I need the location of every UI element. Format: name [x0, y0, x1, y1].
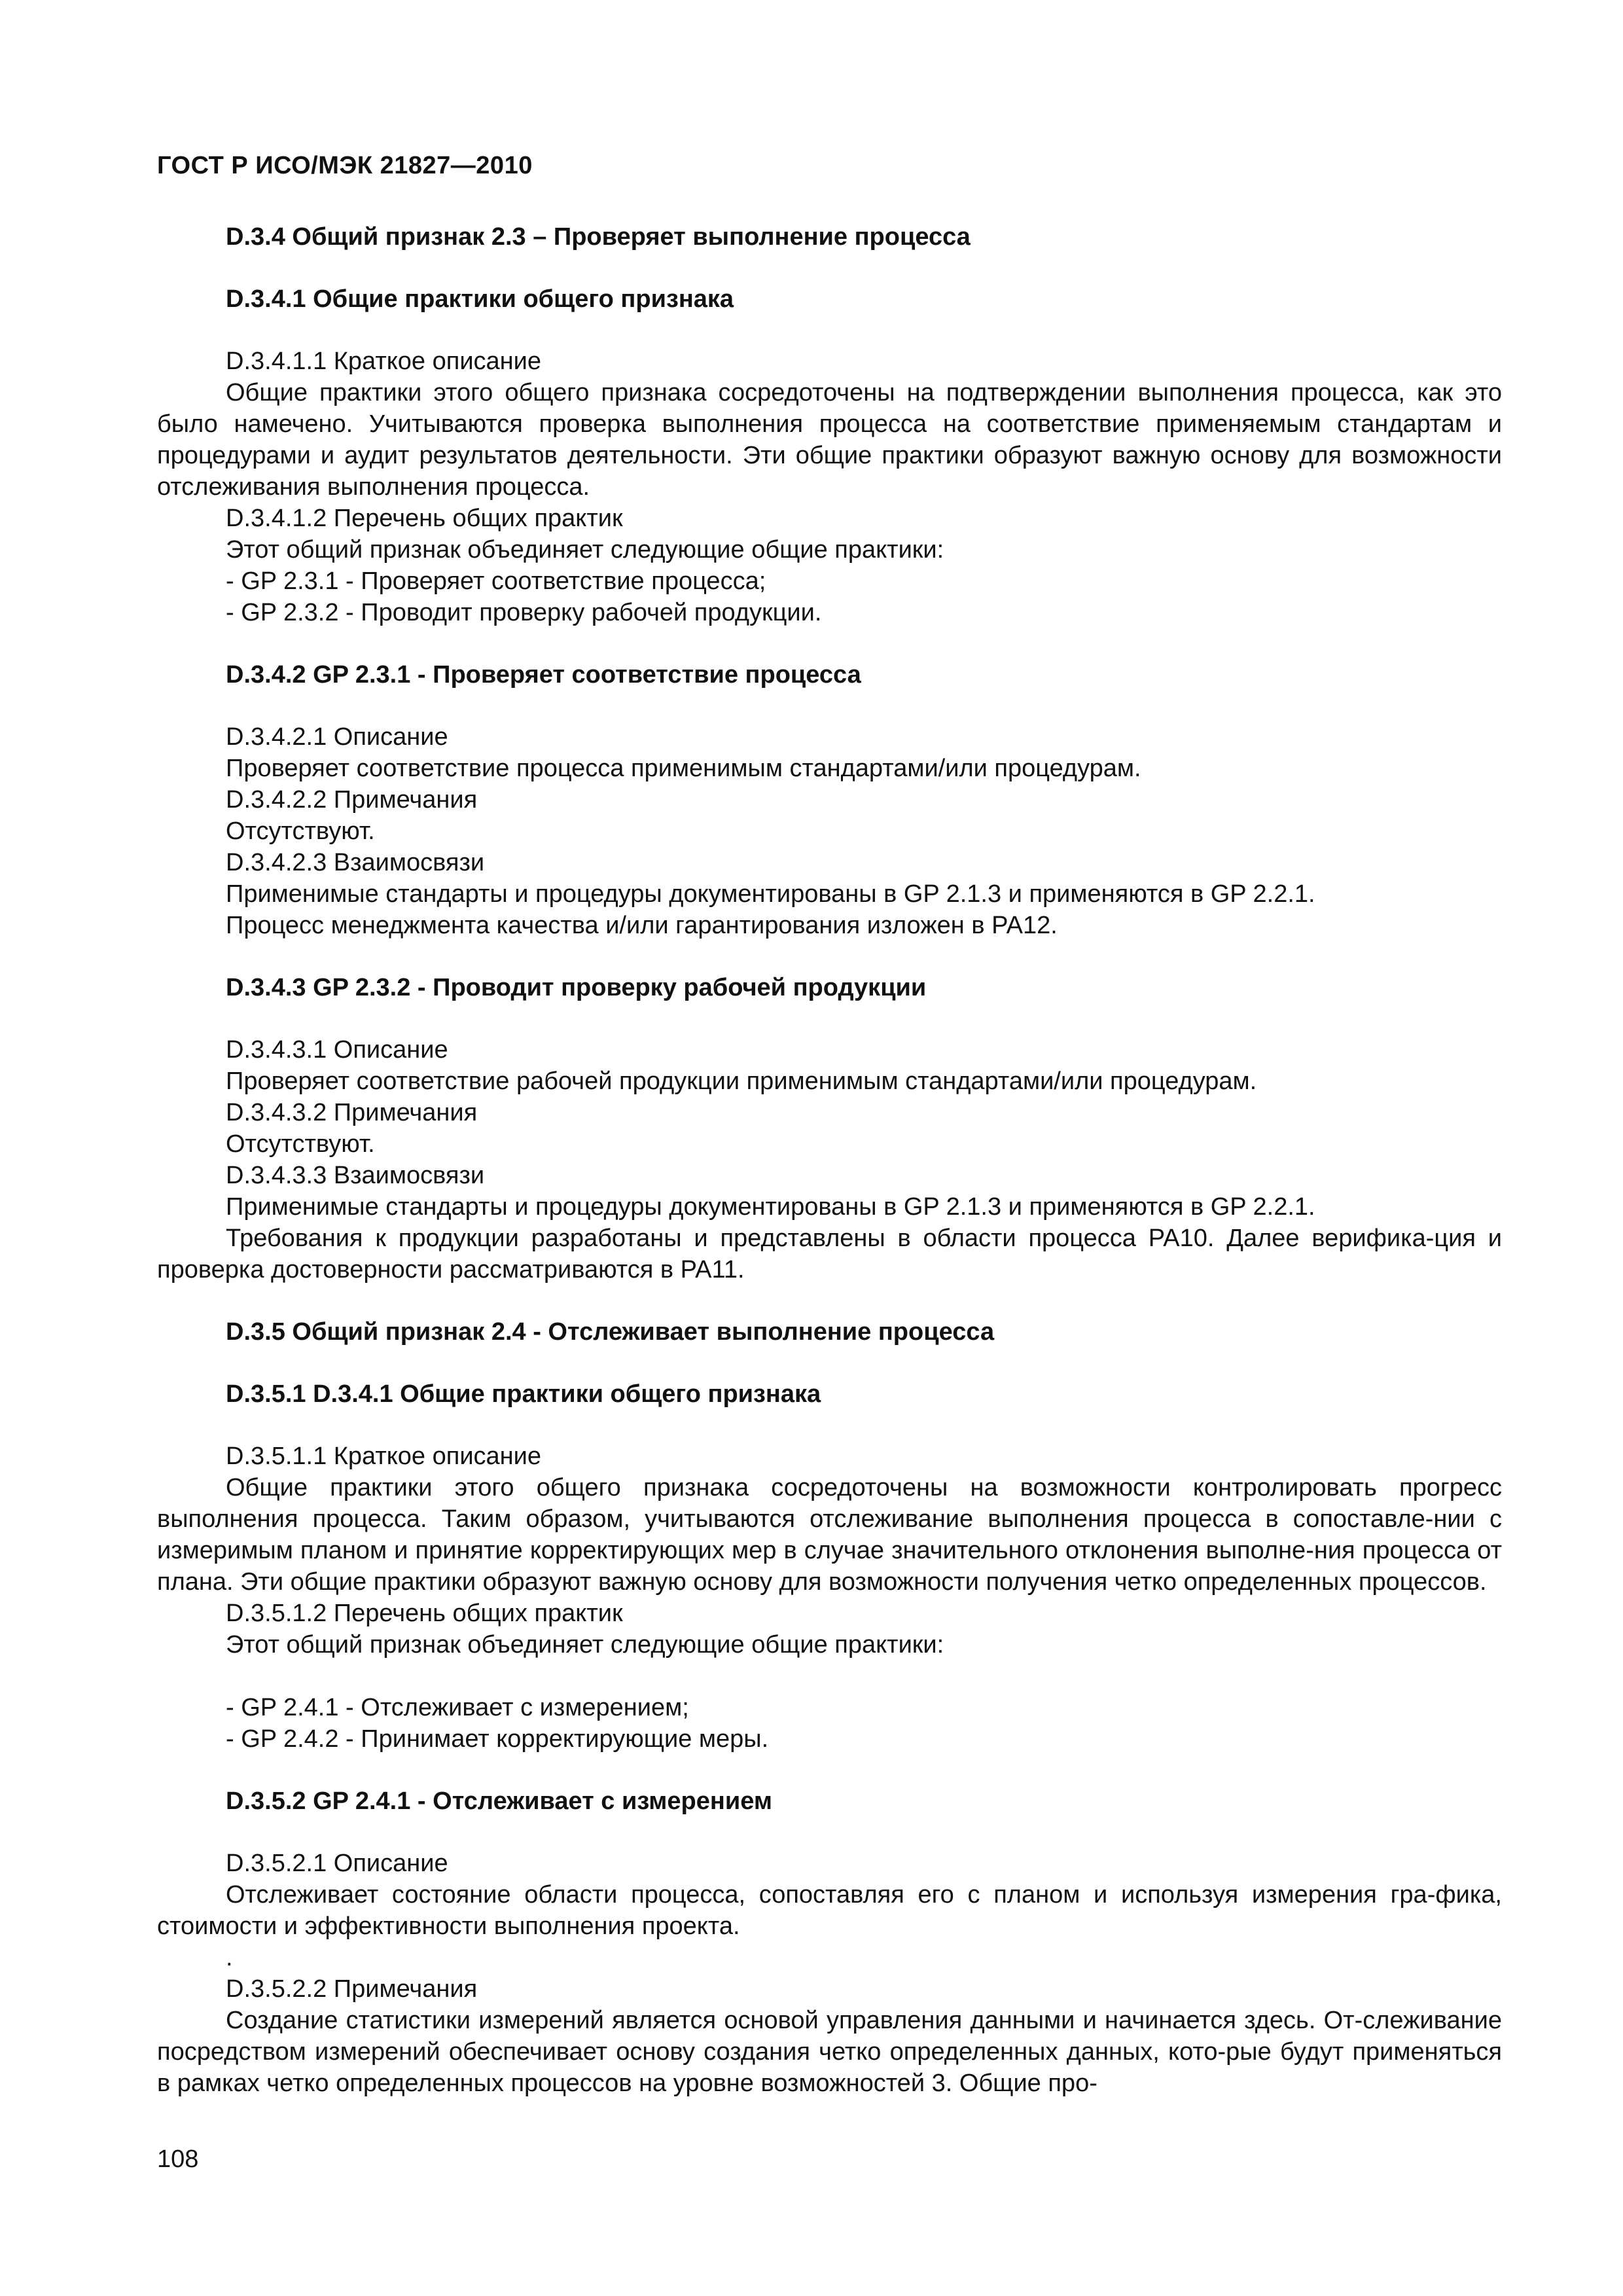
document-page: [157, 0, 1502, 2296]
page-number: 108: [157, 2145, 199, 2173]
text-line: D.3.5.2.1 Описание: [226, 1850, 448, 1877]
text-line: Отсутствуют.: [226, 1130, 375, 1158]
section-heading: D.3.5.1 D.3.4.1 Общие практики общего признака: [226, 1380, 821, 1408]
section-heading: D.3.4 Общий признак 2.3 – Проверяет выполнение процесса: [226, 223, 971, 251]
text-line: D.3.5.1.2 Перечень общих практик: [226, 1600, 623, 1627]
text-line: - GP 2.4.1 - Отслеживает с измерением;: [226, 1694, 689, 1721]
blank-line: [157, 1660, 1502, 1692]
text-line: - GP 2.3.2 - Проводит проверку рабочей продукции.: [226, 599, 822, 626]
text-line: D.3.4.2.2 Примечания: [226, 786, 478, 814]
text-line: Применимые стандарты и процедуры документированы в GP 2.1.3 и применяются в GP 2.2.1.: [226, 1193, 1315, 1221]
text-line: D.3.4.3.2 Примечания: [226, 1099, 478, 1126]
document-body: [157, 221, 1502, 2099]
text-line: .: [226, 1944, 233, 1971]
text-line: Процесс менеджмента качества и/или гарантирования изложен в PA12.: [226, 912, 1058, 939]
section-heading: D.3.4.1 Общие практики общего признака: [226, 285, 734, 313]
paragraph: Общие практики этого общего признака сосредоточены на возможности контролировать прогресс выполнения процесса. Таким образом, учитываются отслеживание выполнения процесса в сопоставле-нии с измеримым планом и принятие корректирующих мер в случае значительного отклонения выполне-ния процесса от плана. Эти общие практики образуют важную основу для возможности получения четко определенных процессов.: [157, 1474, 1502, 1596]
text-line: D.3.4.2.1 Описание: [226, 723, 448, 751]
paragraph: Создание статистики измерений является основой управления данными и начинается здесь. От-слеживание посредством измерений обеспечивает основу создания четко определенных данных, кото-рые будут применяться в рамках четко определенных процессов на уровне возможностей 3. Общие про-: [157, 2007, 1502, 2097]
text-line: - GP 2.4.2 - Принимает корректирующие меры.: [226, 1725, 769, 1753]
text-line: Проверяет соответствие рабочей продукции применимым стандартами/или процедурам.: [226, 1067, 1257, 1095]
section-heading: D.3.4.2 GP 2.3.1 - Проверяет соответствие процесса: [226, 661, 861, 689]
paragraph: Отслеживает состояние области процесса, сопоставляя его с планом и используя измерения гра-фика, стоимости и эффективности выполнения проекта.: [157, 1881, 1502, 1940]
section-heading: D.3.5 Общий признак 2.4 - Отслеживает выполнение процесса: [226, 1318, 995, 1346]
text-line: D.3.4.3.1 Описание: [226, 1036, 448, 1064]
text-line: D.3.4.2.3 Взаимосвязи: [226, 849, 485, 876]
section-heading: D.3.4.3 GP 2.3.2 - Проводит проверку рабочей продукции: [226, 974, 927, 1001]
paragraph: Общие практики этого общего признака сосредоточены на подтверждении выполнения процесса, как это было намечено. Учитываются проверка выполнения процесса на соответствие применяемым стандартам и процедурами и аудит результатов деятельности. Эти общие практики образуют важную основу для возможности отслеживания выполнения процесса.: [157, 379, 1502, 501]
text-line: Этот общий признак объединяет следующие общие практики:: [226, 1631, 944, 1659]
text-line: - GP 2.3.1 - Проверяет соответствие процесса;: [226, 567, 766, 595]
text-line: Этот общий признак объединяет следующие общие практики:: [226, 536, 944, 564]
text-line: D.3.4.1.1 Краткое описание: [226, 348, 542, 375]
document-header: ГОСТ Р ИСО/МЭК 21827—2010: [157, 152, 533, 179]
section-heading: D.3.5.2 GP 2.4.1 - Отслеживает с измерением: [226, 1787, 772, 1815]
text-line: D.3.4.3.3 Взаимосвязи: [226, 1162, 485, 1189]
text-line: D.3.5.1.1 Краткое описание: [226, 1443, 542, 1470]
text-line: D.3.5.2.2 Примечания: [226, 1975, 478, 2003]
text-line: D.3.4.1.2 Перечень общих практик: [226, 505, 623, 532]
text-line: Проверяет соответствие процесса применимым стандартами/или процедурам.: [226, 755, 1141, 782]
text-line: Применимые стандарты и процедуры документированы в GP 2.1.3 и применяются в GP 2.2.1.: [226, 880, 1315, 908]
paragraph: Требования к продукции разработаны и представлены в области процесса PA10. Далее верифика-ция и проверка достоверности рассматриваются в PA11.: [157, 1225, 1502, 1283]
text-line: Отсутствуют.: [226, 817, 375, 845]
